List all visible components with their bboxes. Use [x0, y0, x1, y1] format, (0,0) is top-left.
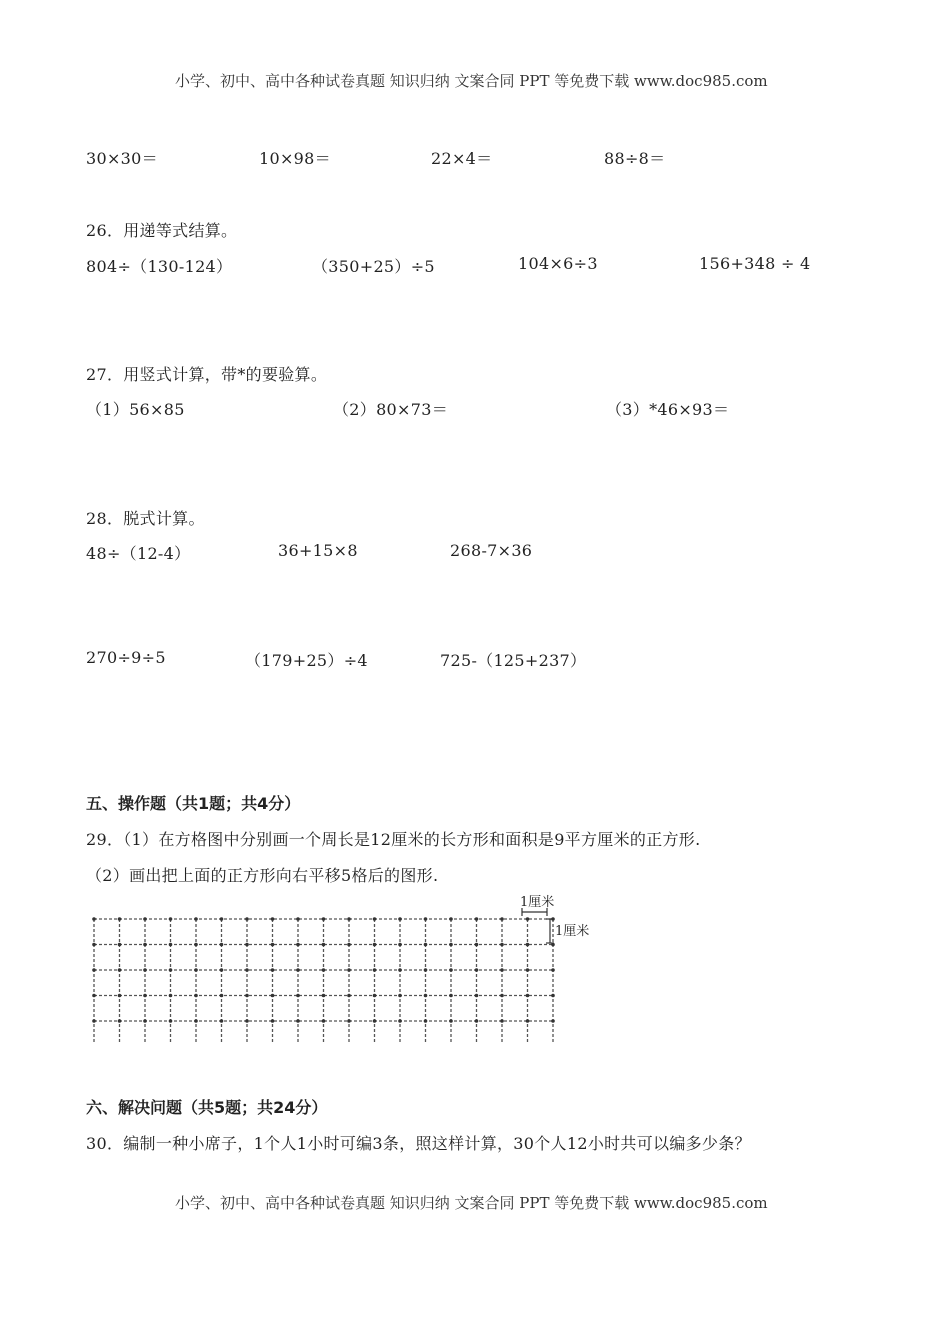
question-29-line1: 29．（1）在方格图中分别画一个周长是12厘米的长方形和面积是9平方厘米的正方形.	[86, 830, 701, 849]
grid-dot	[449, 994, 453, 998]
grid-dot	[500, 917, 504, 921]
calc-item: （1）56×85	[86, 400, 185, 419]
page-footer: 小学、初中、高中各种试卷真题 知识归纳 文案合同 PPT 等免费下载 www.doc985.com	[175, 1194, 768, 1212]
grid-dot	[169, 943, 173, 947]
grid-dot	[92, 917, 96, 921]
grid-dot	[143, 1019, 147, 1023]
grid-dot	[245, 943, 249, 947]
calc-item: 156+348 ÷ 4	[699, 254, 811, 273]
grid-dot	[398, 943, 402, 947]
grid-dot	[296, 1019, 300, 1023]
grid-dot	[475, 994, 479, 998]
calc-item: 10×98＝	[259, 149, 331, 168]
grid-dot	[373, 968, 377, 972]
grid-dot	[118, 943, 122, 947]
calc-item: 48÷（12-4）	[86, 544, 191, 563]
grid-dot	[347, 917, 351, 921]
grid-dot	[347, 968, 351, 972]
grid-dot	[271, 994, 275, 998]
grid-dot	[322, 943, 326, 947]
grid-dot	[424, 1019, 428, 1023]
grid-dot	[143, 994, 147, 998]
grid-dot	[118, 917, 122, 921]
grid-dot	[92, 943, 96, 947]
grid-dot	[322, 968, 326, 972]
grid-dot	[500, 1019, 504, 1023]
question-26-title: 26．用递等式结算。	[86, 221, 238, 240]
grid-dot	[194, 943, 198, 947]
grid-dot	[347, 943, 351, 947]
grid-dot	[398, 1019, 402, 1023]
grid-dot	[92, 994, 96, 998]
grid-dot	[92, 968, 96, 972]
grid-dot	[373, 994, 377, 998]
grid-dot	[526, 994, 530, 998]
grid-dot	[398, 968, 402, 972]
grid-dot	[449, 943, 453, 947]
unit-label-vertical: 1厘米	[555, 924, 590, 939]
grid-dot	[118, 994, 122, 998]
grid-dot	[271, 943, 275, 947]
grid-dot	[500, 994, 504, 998]
grid-dot	[475, 1019, 479, 1023]
grid-dot	[424, 968, 428, 972]
question-30: 30．编制一种小席子，1个人1小时可编3条，照这样计算，30个人12小时共可以编多少条？	[86, 1134, 751, 1153]
grid-dot	[526, 917, 530, 921]
grid-dot	[245, 917, 249, 921]
grid-dot	[143, 968, 147, 972]
calc-item: 725-（125+237）	[440, 651, 587, 670]
grid-dot	[322, 994, 326, 998]
calc-item: 268-7×36	[450, 541, 533, 560]
calc-item: （350+25）÷5	[312, 257, 435, 276]
question-28-title: 28．脱式计算。	[86, 509, 205, 528]
grid-dot	[92, 1019, 96, 1023]
grid-dot	[194, 968, 198, 972]
grid-dot	[373, 917, 377, 921]
grid-dot	[526, 943, 530, 947]
grid-dot	[245, 1019, 249, 1023]
grid-dot	[373, 1019, 377, 1023]
grid-dot	[169, 1019, 173, 1023]
grid-dot	[169, 968, 173, 972]
calc-item: （179+25）÷4	[245, 651, 368, 670]
grid-dot	[194, 994, 198, 998]
grid-dot	[194, 917, 198, 921]
grid-dot	[347, 994, 351, 998]
grid-dot	[373, 943, 377, 947]
grid-dot	[398, 917, 402, 921]
grid-dot	[271, 917, 275, 921]
calc-item: 804÷（130-124）	[86, 257, 233, 276]
grid-dot	[424, 994, 428, 998]
grid-dot	[551, 994, 555, 998]
grid-dot	[296, 917, 300, 921]
calc-item: （2）80×73＝	[333, 400, 449, 419]
grid-dot	[143, 943, 147, 947]
grid-dot	[449, 968, 453, 972]
grid-dot	[424, 943, 428, 947]
grid-dot	[169, 994, 173, 998]
grid-dot	[424, 917, 428, 921]
grid-dot	[169, 917, 173, 921]
unit-label-horizontal: 1厘米	[520, 895, 555, 910]
question-27-title: 27．用竖式计算，带*的要验算。	[86, 365, 328, 384]
grid-dot	[449, 1019, 453, 1023]
calc-item: 270÷9÷5	[86, 648, 166, 667]
page-header: 小学、初中、高中各种试卷真题 知识归纳 文案合同 PPT 等免费下载 www.doc985.com	[175, 72, 768, 90]
section-6-title: 六、解决问题（共5题；共24分）	[86, 1098, 328, 1117]
section-5-title: 五、操作题（共1题；共4分）	[86, 794, 301, 813]
grid-dot	[347, 1019, 351, 1023]
grid-dot	[475, 968, 479, 972]
grid-dot	[526, 1019, 530, 1023]
grid-dot	[220, 968, 224, 972]
grid-dot	[296, 968, 300, 972]
calc-item: 22×4＝	[431, 149, 493, 168]
grid-dot	[449, 917, 453, 921]
grid-dot	[220, 917, 224, 921]
grid-dot	[500, 968, 504, 972]
grid-dot	[398, 994, 402, 998]
grid-dot	[296, 943, 300, 947]
grid-dot	[475, 917, 479, 921]
calc-item: 30×30＝	[86, 149, 158, 168]
grid-dot	[245, 994, 249, 998]
grid-dot	[322, 1019, 326, 1023]
calc-item: （3）*46×93＝	[606, 400, 730, 419]
calc-item: 88÷8＝	[604, 149, 666, 168]
grid-dot	[500, 943, 504, 947]
grid-dot	[220, 994, 224, 998]
calc-item: 36+15×8	[278, 541, 358, 560]
grid-dot	[271, 1019, 275, 1023]
grid-dot	[526, 968, 530, 972]
question-29-line2: （2）画出把上面的正方形向右平移5格后的图形.	[86, 866, 439, 885]
grid-dot	[296, 994, 300, 998]
grid-dot	[143, 917, 147, 921]
grid-dot	[551, 968, 555, 972]
grid-dot	[220, 943, 224, 947]
calc-item: 104×6÷3	[518, 254, 598, 273]
square-grid-figure	[88, 893, 608, 1043]
grid-dot	[118, 1019, 122, 1023]
grid-dot	[118, 968, 122, 972]
grid-dot	[322, 917, 326, 921]
grid-dot	[194, 1019, 198, 1023]
grid-dot	[271, 968, 275, 972]
grid-dot	[245, 968, 249, 972]
grid-dot	[475, 943, 479, 947]
grid-dot	[551, 1019, 555, 1023]
grid-dot	[220, 1019, 224, 1023]
